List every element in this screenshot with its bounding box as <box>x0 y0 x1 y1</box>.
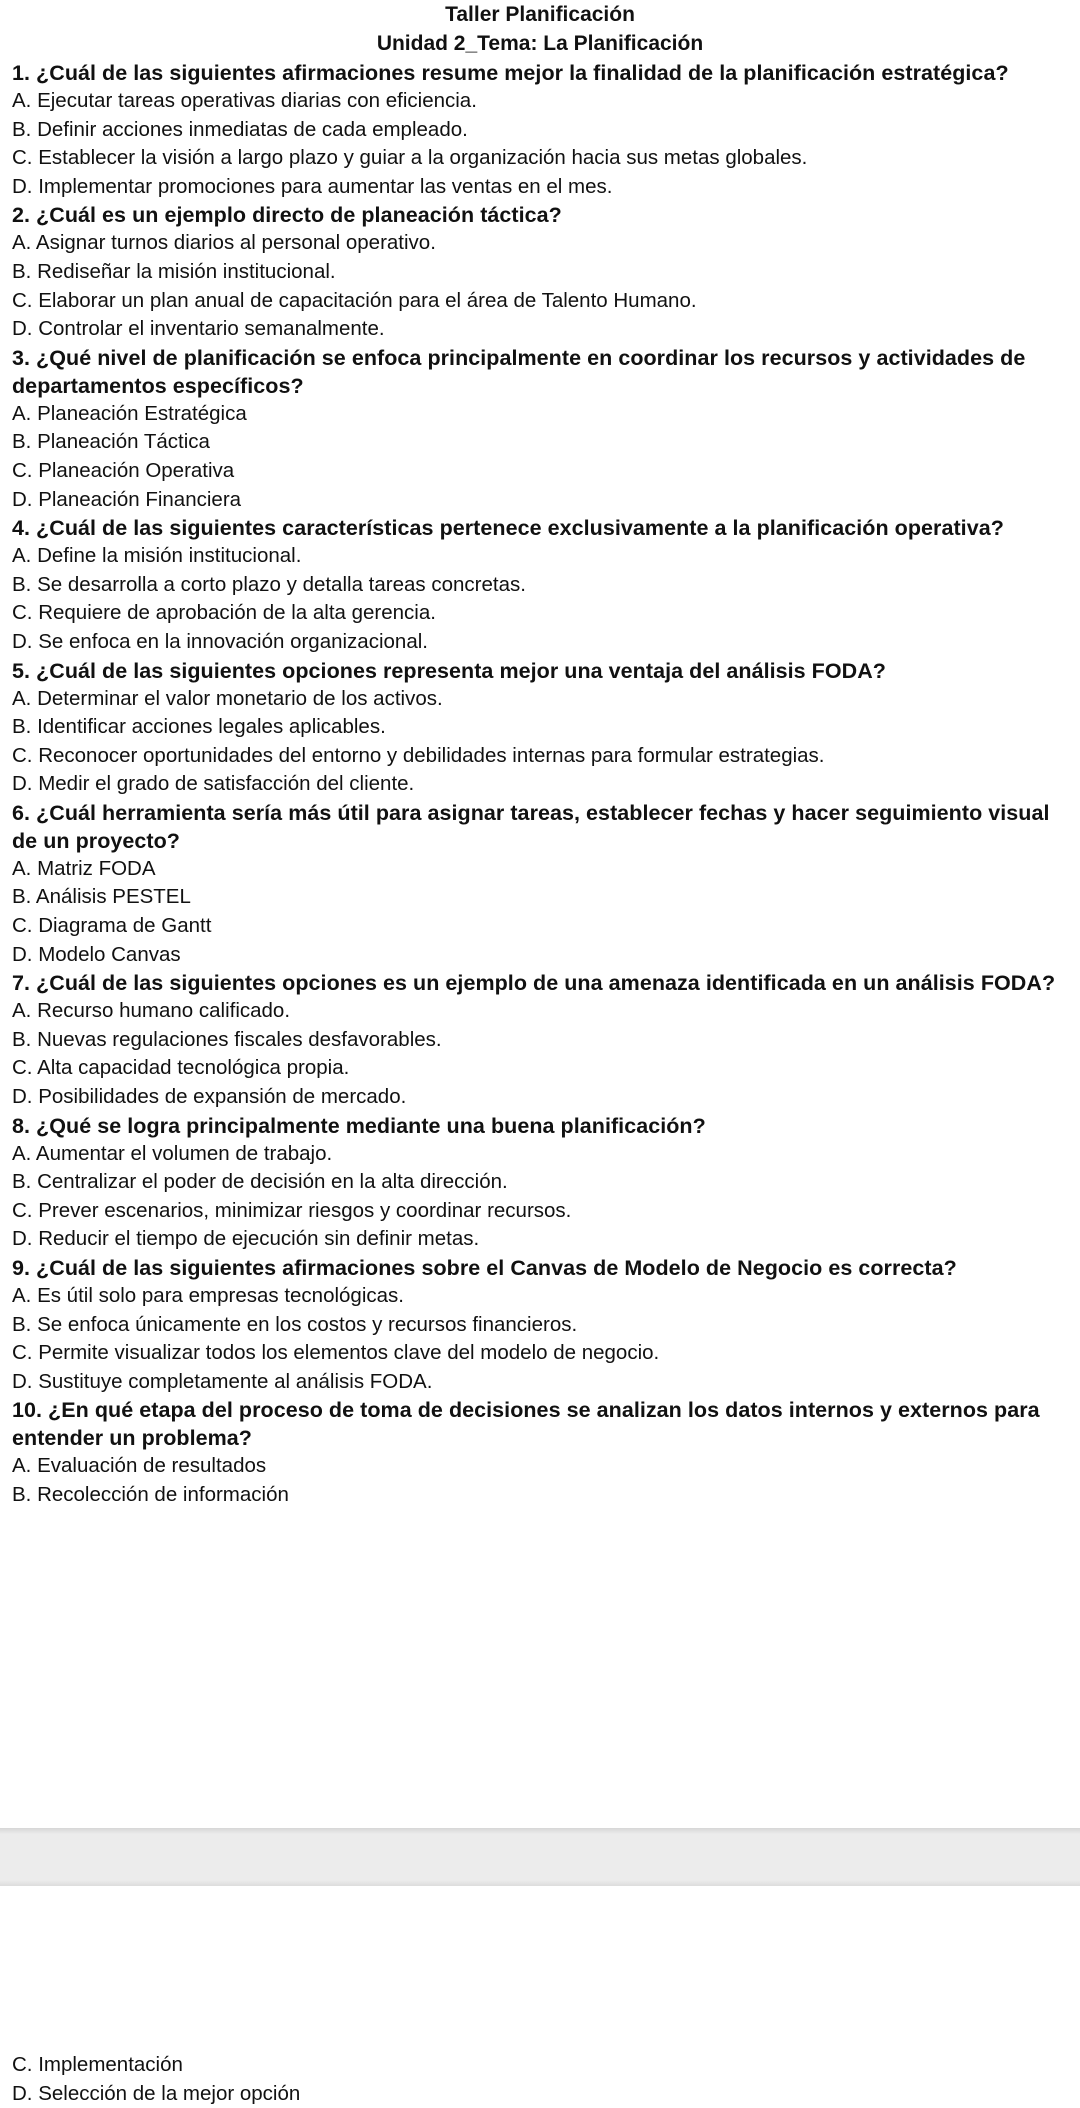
answer-option: C. Requiere de aprobación de la alta gerencia. <box>12 601 436 625</box>
question-10-continued <box>12 2051 300 2108</box>
answer-option: B. Nuevas regulaciones fiscales desfavorables. <box>12 1027 442 1051</box>
document-title: Taller Planificación <box>445 3 635 26</box>
answer-option: A. Determinar el valor monetario de los activos. <box>12 686 443 710</box>
answer-option: B. Definir acciones inmediatas de cada empleado. <box>12 117 468 141</box>
answer-option: C. Planeación Operativa <box>12 458 235 482</box>
answer-option: C. Diagrama de Gantt <box>12 914 212 938</box>
answer-option: D. Reducir el tiempo de ejecución sin definir metas. <box>12 1227 480 1251</box>
answer-option: C. Permite visualizar todos los elementos clave del modelo de negocio. <box>12 1341 660 1365</box>
question-text: 6. ¿Cuál herramienta sería más útil para asignar tareas, establecer fechas y hacer seguimiento visual de un proyecto? <box>12 800 1050 853</box>
question-text: 9. ¿Cuál de las siguientes afirmaciones sobre el Canvas de Modelo de Negocio es correcta? <box>12 1256 957 1280</box>
document-page-bottom <box>0 1886 1080 2108</box>
answer-option: B. Planeación Táctica <box>12 430 210 454</box>
answer-option: D. Implementar promociones para aumentar las ventas en el mes. <box>12 174 613 198</box>
answer-option: C. Alta capacidad tecnológica propia. <box>12 1056 350 1080</box>
question-3 <box>12 344 1068 514</box>
question-text: 2. ¿Cuál es un ejemplo directo de planeación táctica? <box>12 203 562 228</box>
answer-option: A. Aumentar el volumen de trabajo. <box>12 1141 333 1165</box>
answer-option: C. Implementación <box>12 2053 183 2076</box>
answer-option: A. Define la misión institucional. <box>12 544 302 568</box>
question-text: 3. ¿Qué nivel de planificación se enfoca principalmente en coordinar los recursos y actividades de departamentos específicos? <box>12 345 1026 398</box>
question-6 <box>12 799 1068 969</box>
question-text: 1. ¿Cuál de las siguientes afirmaciones resume mejor la finalidad de la planificación estratégica? <box>12 61 1009 85</box>
answer-option: C. Establecer la visión a largo plazo y guiar a la organización hacia sus metas globales. <box>12 146 808 170</box>
answer-option: B. Recolección de información <box>12 1482 289 1506</box>
question-7 <box>12 969 1068 1111</box>
document-subtitle: Unidad 2_Tema: La Planificación <box>376 32 704 55</box>
answer-option: D. Sustituye completamente al análisis FODA. <box>12 1369 433 1393</box>
answer-option: D. Controlar el inventario semanalmente. <box>12 317 385 341</box>
answer-option: D. Se enfoca en la innovación organizacional. <box>12 629 428 653</box>
answer-option: A. Ejecutar tareas operativas diarias con eficiencia. <box>12 89 477 112</box>
answer-option: A. Asignar turnos diarios al personal operativo. <box>12 231 436 255</box>
answer-option: D. Planeación Financiera <box>12 487 242 511</box>
question-text: 8. ¿Qué se logra principalmente mediante una buena planificación? <box>12 1113 706 1138</box>
answer-option: A. Matriz FODA <box>12 856 156 880</box>
answer-option: B. Se desarrolla a corto plazo y detalla tareas concretas. <box>12 572 526 596</box>
answer-option: B. Se enfoca únicamente en los costos y recursos financieros. <box>12 1312 578 1336</box>
question-text: 4. ¿Cuál de las siguientes características pertenece exclusivamente a la planificación operativa? <box>12 516 1004 541</box>
question-1 <box>12 59 1068 201</box>
answer-option: A. Recurso humano calificado. <box>12 999 291 1023</box>
answer-option: C. Reconocer oportunidades del entorno y debilidades internas para formular estrategias. <box>12 743 825 767</box>
answer-option: A. Es útil solo para empresas tecnológicas. <box>12 1284 404 1307</box>
question-5 <box>12 657 1068 799</box>
answer-option: B. Análisis PESTEL <box>12 885 191 909</box>
question-text: 5. ¿Cuál de las siguientes opciones representa mejor una ventaja del análisis FODA? <box>12 658 886 683</box>
question-10 <box>12 1396 1068 1509</box>
question-9 <box>12 1254 1068 1396</box>
answer-option: D. Modelo Canvas <box>12 942 181 966</box>
answer-option: D. Posibilidades de expansión de mercado. <box>12 1085 407 1109</box>
question-text: 10. ¿En qué etapa del proceso de toma de decisiones se analizan los datos internos y externos para entender un problema? <box>12 1398 1040 1451</box>
answer-option: B. Identificar acciones legales aplicables. <box>12 715 386 739</box>
answer-option: D. Selección de la mejor opción <box>12 2081 301 2105</box>
answer-option: C. Prever escenarios, minimizar riesgos y coordinar recursos. <box>12 1198 572 1222</box>
answer-option: B. Centralizar el poder de decisión en la alta dirección. <box>12 1170 508 1194</box>
answer-option: D. Medir el grado de satisfacción del cliente. <box>12 772 415 796</box>
question-4 <box>12 514 1068 656</box>
answer-option: C. Elaborar un plan anual de capacitación para el área de Talento Humano. <box>12 288 697 312</box>
answer-option: A. Planeación Estratégica <box>12 401 247 425</box>
question-2 <box>12 201 1068 343</box>
question-8 <box>12 1112 1068 1254</box>
page-break-divider <box>0 1828 1080 1886</box>
answer-option: A. Evaluación de resultados <box>12 1454 267 1478</box>
question-text: 7. ¿Cuál de las siguientes opciones es un ejemplo de una amenaza identificada en un análisis FODA? <box>12 971 1056 996</box>
answer-option: B. Rediseñar la misión institucional. <box>12 259 336 283</box>
